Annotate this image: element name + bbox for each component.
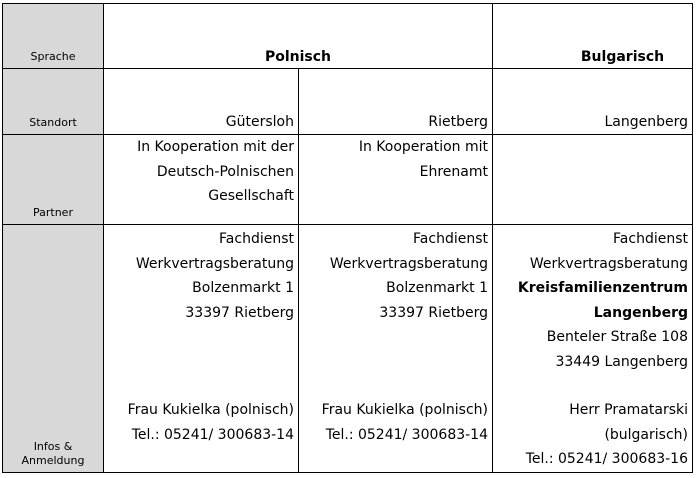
address-line: Bolzenmarkt 1 xyxy=(386,280,488,296)
partner-line: In Kooperation mit xyxy=(358,139,488,155)
row-partner xyxy=(3,135,693,225)
label-infos-line: Infos & xyxy=(33,439,73,453)
location-langenberg: Langenberg xyxy=(493,69,693,135)
address-line: 33449 Langenberg xyxy=(555,353,688,370)
partner-line: Deutsch-Polnischen xyxy=(156,163,294,180)
partner-langenberg xyxy=(493,135,693,225)
language-polish: Polnisch xyxy=(104,4,493,69)
contact-line: Tel.: 05241/ 300683-14 xyxy=(131,426,294,443)
contact-line: Tel.: 05241/ 300683-14 xyxy=(325,426,488,443)
location-rietberg: Rietberg xyxy=(299,69,493,135)
address-line: Fachdienst xyxy=(219,231,294,247)
partner-line: Ehrenamt xyxy=(419,163,488,180)
contact-line: Frau Kukielka (polnisch) xyxy=(321,402,488,418)
location-guetersloh: Gütersloh xyxy=(104,69,299,135)
infos-guetersloh xyxy=(104,225,299,473)
address-line: Fachdienst xyxy=(413,231,488,247)
address-line: 33397 Rietberg xyxy=(185,304,294,321)
label-sprache: Sprache xyxy=(3,4,104,69)
partner-guetersloh xyxy=(104,135,299,225)
partner-rietberg xyxy=(299,135,493,225)
address-line: Werkvertragsberatung xyxy=(329,255,488,272)
address-line: Werkvertragsberatung xyxy=(529,255,688,272)
spacer xyxy=(299,325,488,398)
language-bulgarian: Bulgarisch xyxy=(493,4,693,69)
address-line: Bolzenmarkt 1 xyxy=(192,280,294,296)
row-standort xyxy=(3,69,693,135)
partner-line: In Kooperation mit der xyxy=(137,139,294,155)
label-standort: Standort xyxy=(3,69,104,135)
row-infos xyxy=(3,225,693,473)
contact-line: Frau Kukielka (polnisch) xyxy=(127,402,294,418)
partner-line: Gesellschaft xyxy=(208,188,294,204)
label-partner: Partner xyxy=(3,135,104,225)
spacer xyxy=(493,374,688,398)
address-line-bold: Kreisfamilienzentrum xyxy=(517,280,688,296)
language-offer-table xyxy=(2,3,693,473)
contact-line: Herr Pramatarski xyxy=(569,402,688,418)
address-line: Werkvertragsberatung xyxy=(135,255,294,272)
label-infos-line: Anmeldung xyxy=(21,453,85,467)
address-line: Fachdienst xyxy=(613,231,688,247)
address-line: 33397 Rietberg xyxy=(379,304,488,321)
contact-line: Tel.: 05241/ 300683-16 xyxy=(525,451,688,467)
address-line-bold: Langenberg xyxy=(593,304,688,321)
row-sprache xyxy=(3,4,693,69)
label-infos xyxy=(3,225,104,473)
spacer xyxy=(104,325,294,398)
contact-line: (bulgarisch) xyxy=(604,426,688,443)
infos-rietberg xyxy=(299,225,493,473)
infos-langenberg xyxy=(493,225,693,473)
address-line: Benteler Straße 108 xyxy=(546,329,688,345)
